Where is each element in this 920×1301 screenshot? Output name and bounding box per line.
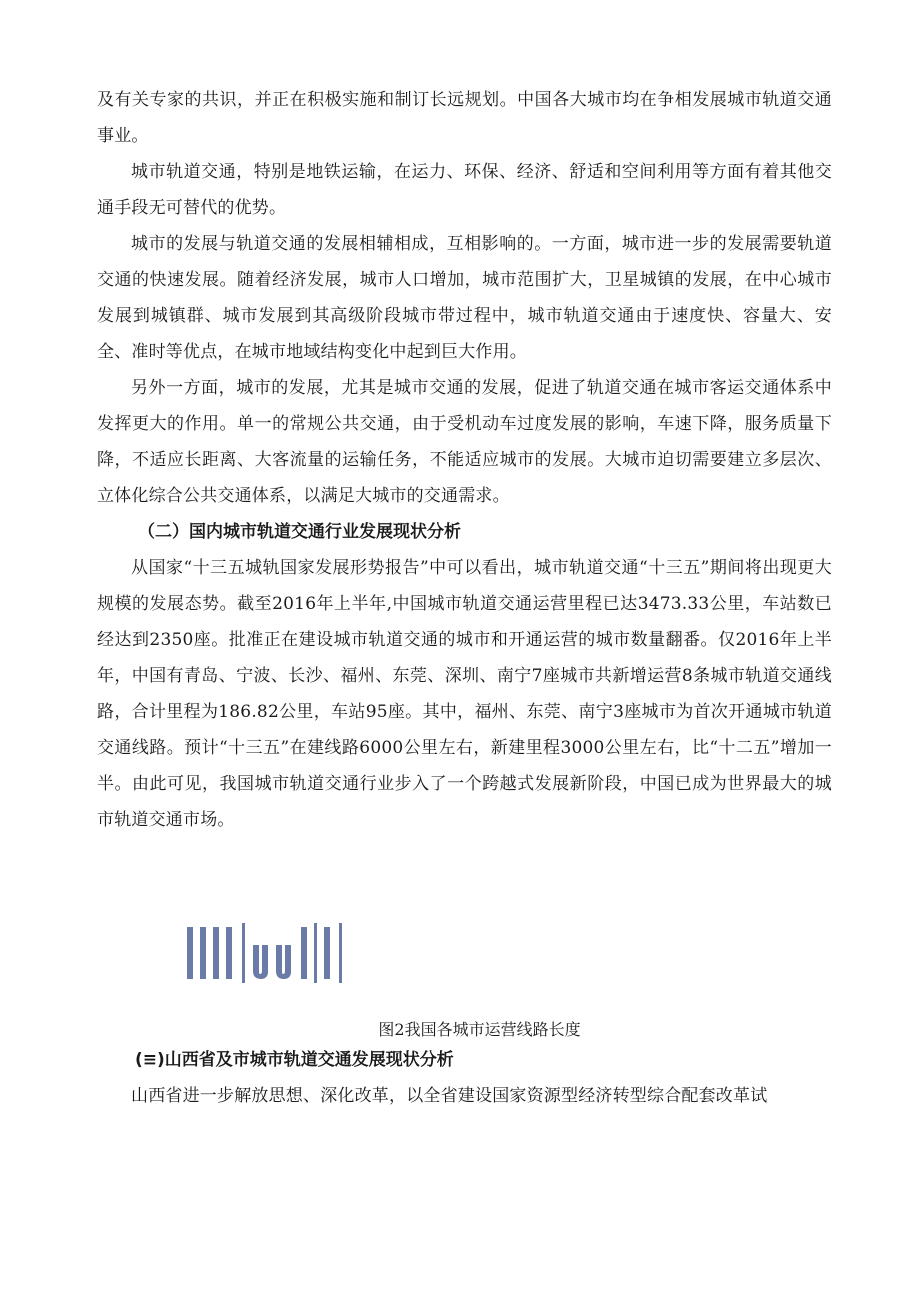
section-3-body: 山西省进一步解放思想、深化改革，以全省建设国家资源型经济转型综合配套改革试 [131, 1086, 768, 1106]
section-3-heading: (≡)山西省及市城市轨道交通发展现状分析 [135, 1050, 454, 1070]
section-3 [97, 1042, 832, 1114]
glyph-bar-1 [187, 927, 193, 979]
document-page [97, 82, 832, 838]
glyph-bar-6 [301, 927, 307, 979]
glyph-bar-7 [314, 923, 317, 983]
figure-caption: 图2我国各城市运营线路长度 [378, 1020, 581, 1039]
glyph-bar-8 [324, 927, 330, 979]
glyph-bar-4 [226, 927, 232, 979]
glyph-bar-9 [339, 923, 342, 983]
section-2-body: 从国家“十三五城轨国家发展形势报告”中可以看出，城市轨道交通“十三五”期间将出现更大规模的发展态势。截至2016年上半年,中国城市轨道交通运营里程已达3473.33公里，车站数已经达到2350座。批准正在建设城市轨道交通的城市和开通运营的城市数量翻番。仅2016年上半年，中国有青岛、宁波、长沙、福州、东莞、深圳、南宁7座城市共新增运营8条城市轨道交通线路，合计里程为186.82公里，车站95座。其中，福州、东莞、南宁3座城市为首次开通城市轨道交通线路。预计“十三五”在建线路6000公里左右，新建里程3000公里左右，比“十二五”增加一半。由此可见，我国城市轨道交通行业步入了一个跨越式发展新阶段，中国已成为世界最大的城市轨道交通市场。 [97, 558, 832, 830]
glyph-curve-2 [276, 945, 291, 979]
section-2-heading: （二）国内城市轨道交通行业发展现状分析 [138, 522, 461, 542]
glyph-curve-1 [253, 945, 268, 979]
glyph-bar-5 [242, 923, 245, 983]
paragraph-4: 另外一方面，城市的发展，尤其是城市交通的发展，促进了轨道交通在城市客运交通体系中发挥更大的作用。单一的常规公共交通，由于受机动车过度发展的影响，车速下降，服务质量下降，不适应长距离、大客流量的运输任务，不能适应城市的发展。大城市迫切需要建立多层次、立体化综合公共交通体系，以满足大城市的交通需求。 [97, 378, 832, 506]
paragraph-1: 及有关专家的共识，并正在积极实施和制订长远规划。中国各大城市均在争相发展城市轨道交通事业。 [97, 90, 832, 146]
glyph-bar-3 [213, 927, 219, 979]
figure-glyph-strokes [183, 923, 373, 983]
glyph-bar-2 [200, 927, 206, 979]
paragraph-2: 城市轨道交通，特别是地铁运输，在运力、环保、经济、舒适和空间利用等方面有着其他交通手段无可替代的优势。 [97, 162, 832, 218]
paragraph-3: 城市的发展与轨道交通的发展相辅相成，互相影响的。一方面，城市进一步的发展需要轨道交通的快速发展。随着经济发展，城市人口增加，城市范围扩大，卫星城镇的发展，在中心城市发展到城镇群、城市发展到其高级阶段城市带过程中，城市轨道交通由于速度快、容量大、安全、准时等优点，在城市地域结构变化中起到巨大作用。 [97, 234, 832, 362]
